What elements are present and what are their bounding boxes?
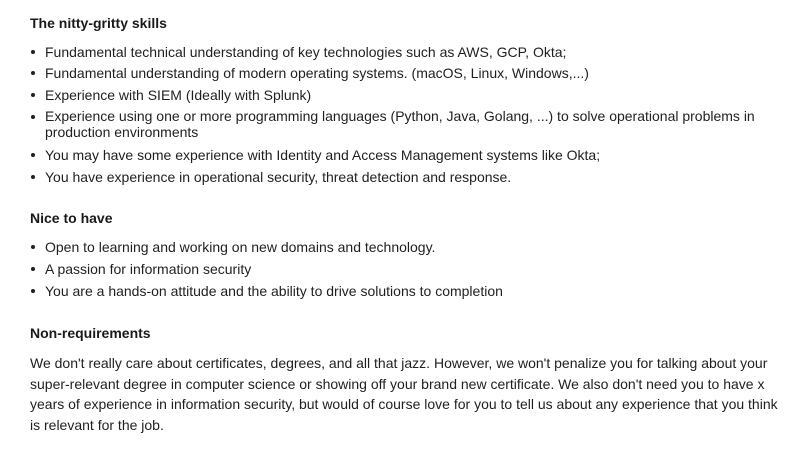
bullet-icon [31,93,35,97]
list-item [30,86,780,104]
list-item [30,43,780,61]
bullet-icon [31,115,35,119]
bullet-icon [31,153,35,157]
list-item [30,260,780,278]
list-item-text: Fundamental understanding of modern operating systems. (macOS, Linux, Windows,...) [45,65,589,81]
list-item-text: Experience with SIEM (Ideally with Splunk) [45,87,312,103]
bullet-icon [31,289,35,293]
list-item-text: You are a hands-on attitude and the ability to drive solutions to completion [45,283,503,299]
list-item-text: Fundamental technical understanding of key technologies such as AWS, GCP, Okta; [45,44,567,60]
bullet-icon [31,175,35,179]
list-item [30,168,780,186]
section-heading: Nice to have [30,210,113,226]
section-heading: The nitty-gritty skills [30,15,167,31]
section-heading: Non-requirements [30,325,151,341]
list-item [30,64,780,82]
list-item-text: Open to learning and working on new domains and technology. [45,239,436,255]
section-nitty-gritty-skills [30,14,780,189]
list-item [30,146,780,164]
skills-list [30,43,780,186]
bullet-icon [31,245,35,249]
list-item [30,108,780,140]
section-non-requirements [30,324,780,435]
bullet-icon [31,50,35,54]
list-item-text: Experience using one or more programming languages (Python, Java, Golang, ...) to solve operational problems in production environments [45,108,755,140]
bullet-icon [31,267,35,271]
list-item [30,238,780,256]
non-requirements-paragraph: We don't really care about certificates, degrees, and all that jazz. However, we won't penalize you for talking about your super-relevant degree in computer science or showing off your brand new certificate. We also don't need you to have x years of experience in information security, but would of course love for you to tell us about any experience that you think is relevant for the job. [30,355,778,433]
section-nice-to-have [30,209,780,303]
list-item-text: A passion for information security [45,261,252,277]
list-item-text: You have experience in operational security, threat detection and response. [45,169,512,185]
bullet-icon [31,71,35,75]
nice-to-have-list [30,238,780,300]
list-item [30,282,780,300]
list-item-text: You may have some experience with Identity and Access Management systems like Okta; [45,147,601,163]
